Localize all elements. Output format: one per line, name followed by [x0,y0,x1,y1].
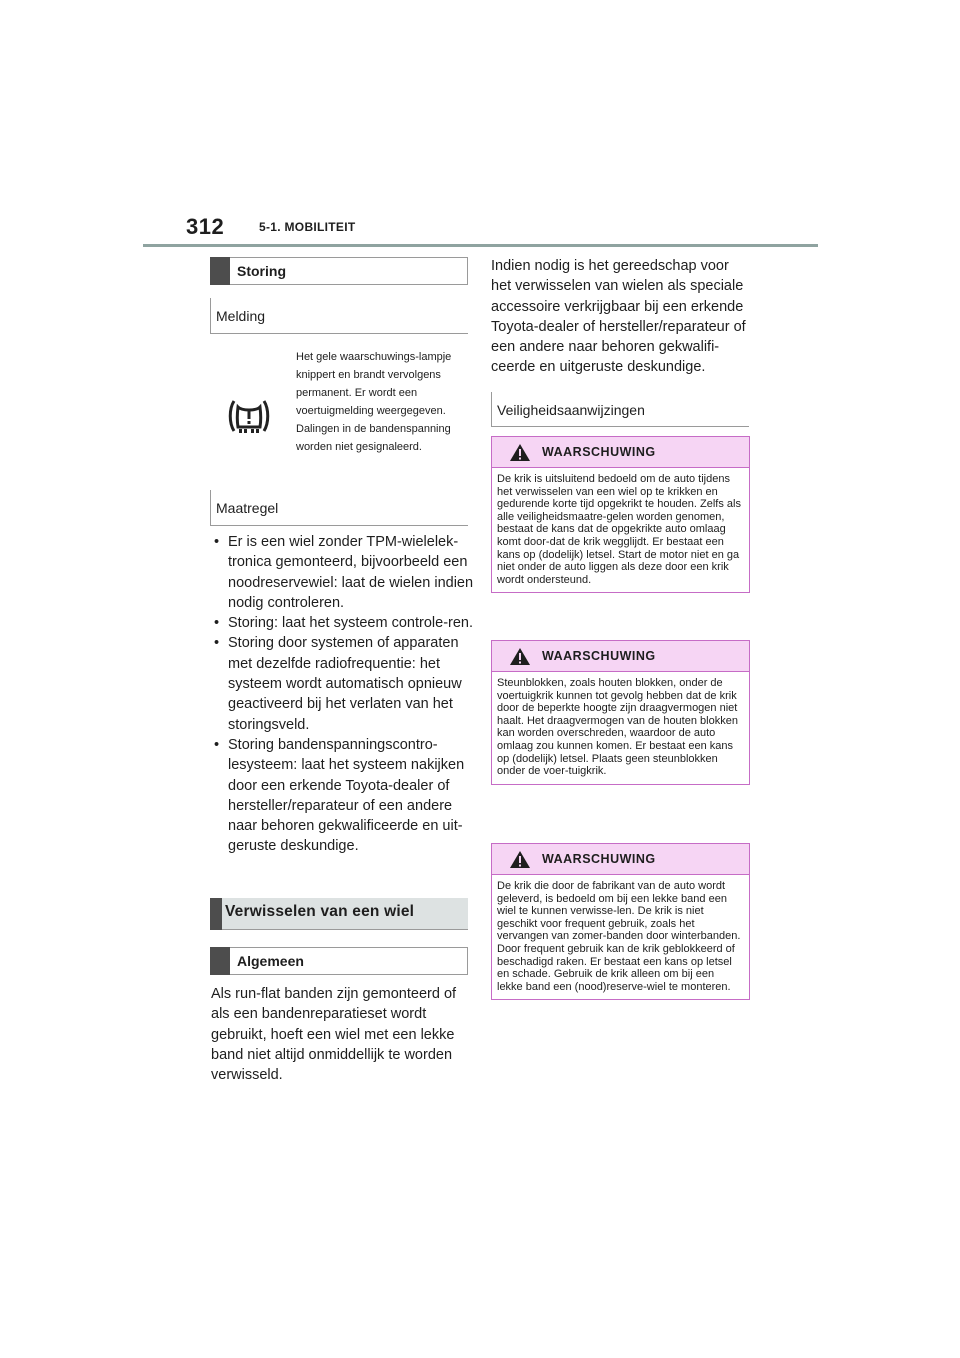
list-item: • Storing door systemen of apparaten met dezelfde radiofrequentie: het systeem wordt automatisch opnieuw geactiveerd bij het verlaten van het storingsveld. [212,633,474,734]
wheel-change-heading-label: Verwisselen van een wiel [225,903,415,920]
storing-heading-label: Storing [237,263,286,279]
heading-accent-tab [210,898,222,930]
heading-accent-tab [210,947,230,975]
intro-paragraph: Indien nodig is het gereedschap voor het verwisselen van wielen als speciale accessoire verkrijgbaar bij een erkende Toyota-dealer of hersteller/reparateur of een andere naar behoren gekwalifi-ceerde en uitgeruste deskundige. [491,258,746,376]
warning-header [492,641,749,672]
maatregel-heading [210,490,468,526]
warning-label: WAARSCHUWING [542,445,656,459]
warning-label: WAARSCHUWING [542,649,656,663]
safety-heading-label: Veiligheidsaanwijzingen [497,402,645,418]
warning-triangle-icon [509,850,531,869]
algemeen-paragraph: Als run-flat banden zijn gemonteerd of als een bandenreparatieset wordt gebruikt, hoeft een wiel met een lekke band niet altijd onmiddellijk te worden verwisseld. [211,986,457,1084]
warning-text: De krik die door de fabrikant van de auto wordt geleverd, is bedoeld om bij een lekke band een wiel te kunnen verwisse-len. De krik is niet geschikt voor frequent gebruik, zoals het vervangen van zomer-banden door winterbanden. Door frequent gebruik kan de krik geblokkeerd of beschadigd raken. Er bestaat een kans op letsel en schade. Gebruik de krik alleen om bij een lekke band een (nood)reserve-wiel te monteren. [497,880,741,993]
wheel-change-heading [210,898,468,930]
message-text: Het gele waarschuwings-lampje knippert en brandt vervolgens permanent. Er wordt een voertuigmelding weergegeven. Dalingen in de bandenspanning worden niet gesignaleerd. [296,351,452,453]
action-list [212,532,474,857]
list-item: • Storing bandenspanningscontro-lesysteem: laat het systeem nakijken door een erkende Toyota-dealer of hersteller/reparateur of een andere naar behoren gekwalificeerde en uit-geruste deskundige. [212,735,474,857]
safety-heading [491,392,749,427]
section-title: 5-1. MOBILITEIT [259,220,356,234]
maatregel-heading-label: Maatregel [216,500,279,516]
warning-header [492,437,749,468]
warning-text: De krik is uitsluitend bedoeld om de auto tijdens het verwisselen van een wiel op te krikken en gedurende korte tijd opgekrikt te houden. Zelfs als alle veiligheidsmaatre-gelen worden genomen, bestaat de kans dat de opgekrikte auto omlaag komt door-dat de krik wegglijdt. Er bestaat een kans op (dodelijk) letsel. Start de motor niet en ga niet onder de auto liggen als deze door een krik wordt ondersteund. [497,473,741,586]
list-item: • Storing: laat het systeem controle-ren. [212,613,474,633]
warning-box [491,436,750,593]
warning-label: WAARSCHUWING [542,852,656,866]
tpms-warning-icon [228,397,270,437]
warning-triangle-icon [509,443,531,462]
melding-heading [210,298,468,334]
page-number: 312 [186,214,225,239]
warning-box [491,640,750,785]
warning-header [492,844,749,875]
list-item: • Er is een wiel zonder TPM-wielelek-tronica gemonteerd, bijvoorbeeld een noodreservewiel: laat de wielen indien nodig controleren. [212,532,474,613]
warning-triangle-icon [509,647,531,666]
warning-box [491,843,750,1000]
heading-accent-tab [210,257,230,285]
storing-heading [210,257,468,285]
warning-text: Steunblokken, zoals houten blokken, onder de voertuigkrik kunnen tot gevolg hebben dat de krik door de beperkte hoogte zijn draagvermogen niet haalt. Het draagvermogen van de houten blokken kan worden overschreden, waardoor de auto omlaag zou kunnen komen. Er bestaat een kans op (dodelijk) letsel. Plaats geen steunblokken onder de voer-tuigkrik. [497,677,738,778]
melding-heading-label: Melding [216,308,266,324]
header-divider [143,244,818,247]
algemeen-heading-label: Algemeen [237,953,304,969]
algemeen-heading [210,947,468,975]
